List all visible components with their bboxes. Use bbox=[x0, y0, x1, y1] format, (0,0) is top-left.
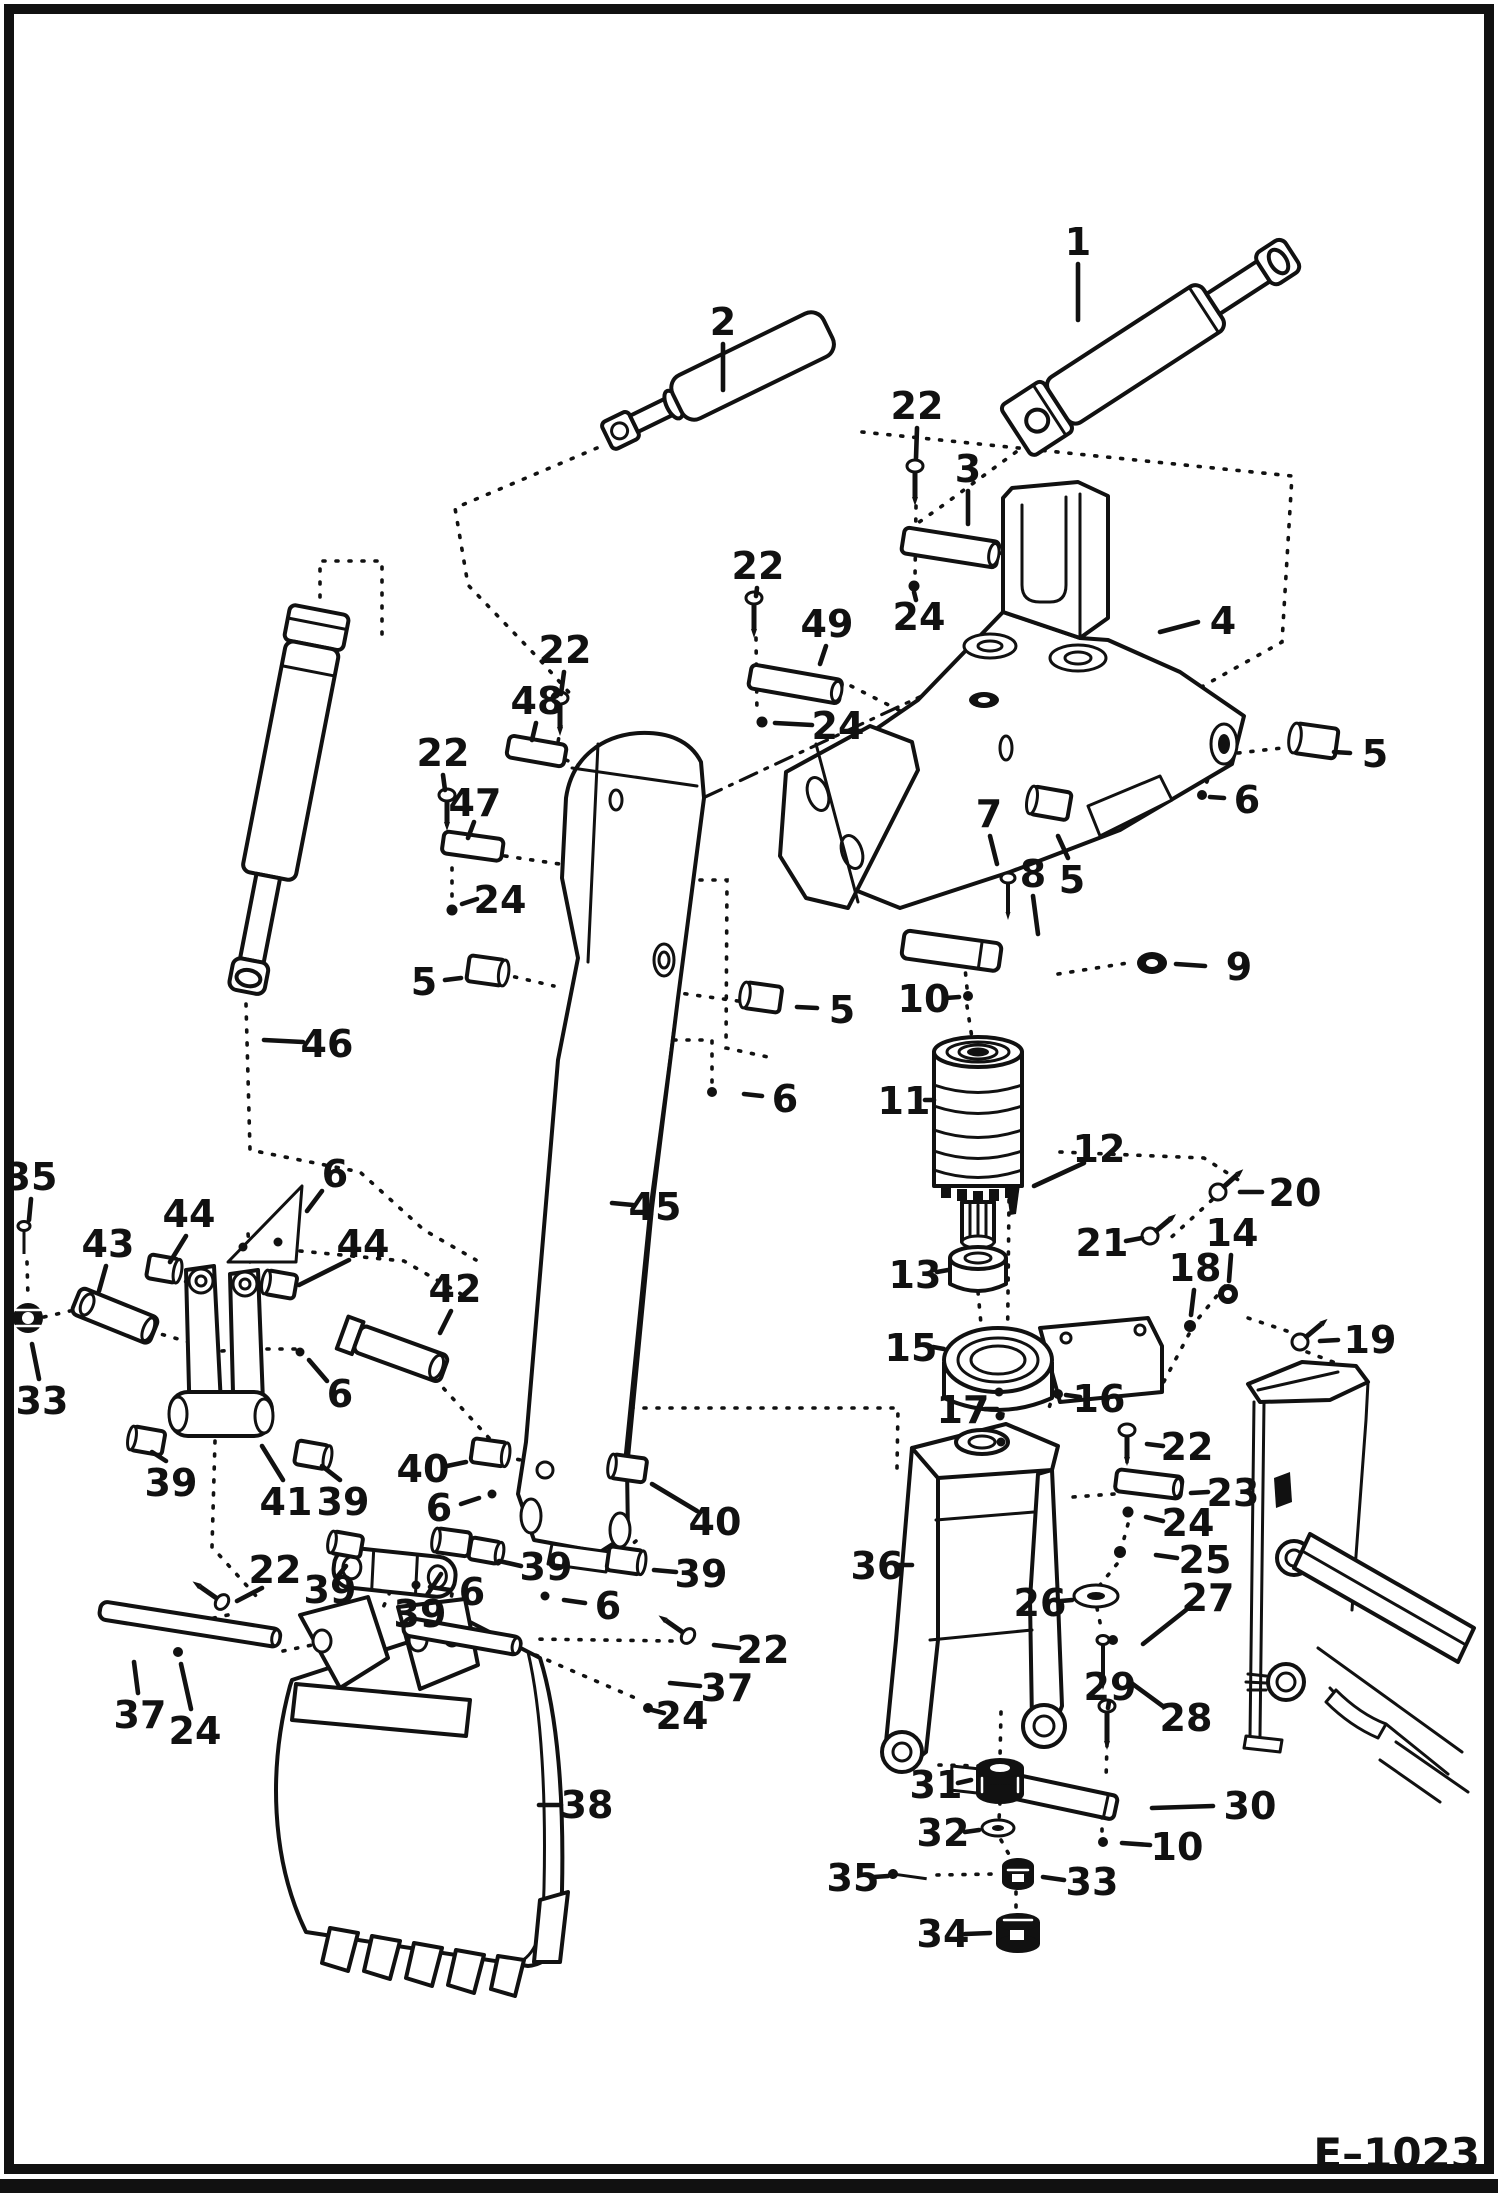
callout-leader-22-6 bbox=[756, 588, 757, 596]
callout-22-56: 22 bbox=[1160, 1425, 1214, 1469]
bolt-22-e bbox=[188, 1575, 232, 1612]
callout-leader-22-11 bbox=[443, 775, 445, 790]
callout-leader-5-14 bbox=[445, 978, 461, 980]
callout-37-74: 37 bbox=[113, 1693, 167, 1737]
callout-leader-33-69 bbox=[1043, 1877, 1064, 1880]
callout-5-15: 5 bbox=[828, 988, 856, 1032]
callout-leader-39-78 bbox=[499, 1561, 521, 1566]
bolt-22-b bbox=[746, 592, 762, 638]
callout-26-60: 26 bbox=[1013, 1581, 1067, 1625]
sheet-border bbox=[0, 9, 1498, 2186]
bushing-5-right bbox=[1287, 722, 1339, 758]
boom-cylinder bbox=[1000, 228, 1309, 458]
callout-6-49: 6 bbox=[425, 1486, 453, 1530]
callout-30-65: 30 bbox=[1223, 1784, 1277, 1828]
callout-22-2: 22 bbox=[890, 384, 944, 428]
bushing-5-boom-right bbox=[738, 981, 782, 1012]
bolt-20 bbox=[1207, 1163, 1249, 1203]
callout-22-54: 22 bbox=[248, 1548, 302, 1592]
washer-9 bbox=[1137, 952, 1167, 974]
nut-33-right bbox=[1002, 1858, 1034, 1890]
callout-22-9: 22 bbox=[538, 628, 592, 672]
callout-39-47: 39 bbox=[316, 1480, 370, 1524]
callout-5-23: 5 bbox=[1058, 858, 1086, 902]
callout-11-26: 11 bbox=[877, 1079, 931, 1123]
callout-leader-9-24 bbox=[1176, 964, 1205, 966]
callout-leader-5-19 bbox=[1334, 752, 1350, 753]
pin-49 bbox=[748, 664, 844, 704]
callout-leader-5-15 bbox=[797, 1007, 817, 1008]
callout-17-36: 17 bbox=[936, 1388, 990, 1432]
callout-5-19: 5 bbox=[1361, 732, 1389, 776]
callout-leader-6-49 bbox=[461, 1498, 479, 1504]
callout-leader-6-53 bbox=[564, 1600, 585, 1603]
callout-leader-46-17 bbox=[264, 1040, 303, 1042]
callout-21-29: 21 bbox=[1075, 1221, 1129, 1265]
callout-33-43: 33 bbox=[15, 1379, 69, 1423]
callout-14-30: 14 bbox=[1205, 1211, 1259, 1255]
callout-leader-27-61 bbox=[1143, 1610, 1186, 1644]
callout-35-37: 35 bbox=[4, 1155, 58, 1199]
callout-27-61: 27 bbox=[1181, 1576, 1235, 1620]
callout-4-5: 4 bbox=[1209, 599, 1237, 643]
callout-25-59: 25 bbox=[1178, 1538, 1232, 1582]
callout-leader-30-65 bbox=[1152, 1806, 1213, 1808]
callout-leader-22-71 bbox=[714, 1645, 739, 1648]
callout-29-62: 29 bbox=[1083, 1665, 1137, 1709]
callout-24-4: 24 bbox=[892, 595, 946, 639]
callout-23-57: 23 bbox=[1206, 1471, 1260, 1515]
bolt-22-f bbox=[1119, 1424, 1135, 1466]
callout-leader-39-47 bbox=[322, 1466, 340, 1480]
callout-leader-14-30 bbox=[1229, 1255, 1231, 1281]
callout-32-66: 32 bbox=[916, 1811, 970, 1855]
callout-22-6: 22 bbox=[731, 544, 785, 588]
callout-24-73: 24 bbox=[655, 1694, 709, 1738]
plug-12 bbox=[1006, 1184, 1020, 1215]
callout-44-41: 44 bbox=[336, 1222, 390, 1266]
pin-3 bbox=[901, 527, 1001, 568]
bushing-40-left bbox=[470, 1438, 511, 1467]
callout-38-76: 38 bbox=[560, 1783, 614, 1827]
bolt-7 bbox=[1001, 873, 1015, 920]
callout-46-17: 46 bbox=[300, 1022, 354, 1066]
callout-24-13: 24 bbox=[473, 878, 527, 922]
callout-49-7: 49 bbox=[800, 602, 854, 646]
callout-40-48: 40 bbox=[396, 1447, 450, 1491]
callout-leader-8-22 bbox=[1033, 896, 1038, 934]
callout-8-22: 8 bbox=[1019, 852, 1047, 896]
callout-9-24: 9 bbox=[1225, 945, 1253, 989]
callout-leader-25-59 bbox=[1156, 1555, 1177, 1558]
callout-leader-22-2 bbox=[916, 428, 917, 458]
callout-16-35: 16 bbox=[1072, 1377, 1126, 1421]
bushing-39-link-right bbox=[294, 1440, 334, 1470]
callout-19-33: 19 bbox=[1343, 1318, 1397, 1362]
washer-32 bbox=[982, 1820, 1014, 1836]
callout-leader-24-8 bbox=[775, 723, 812, 725]
callout-2-1: 2 bbox=[709, 300, 737, 344]
callout-28-63: 28 bbox=[1159, 1696, 1213, 1740]
callout-leader-10-67 bbox=[1122, 1843, 1150, 1845]
bushing-31 bbox=[976, 1758, 1024, 1804]
callout-34-70: 34 bbox=[916, 1912, 970, 1956]
callout-42-42: 42 bbox=[428, 1267, 482, 1311]
callout-7-21: 7 bbox=[975, 792, 1003, 836]
bucket bbox=[276, 1597, 568, 1996]
washer-26 bbox=[1074, 1585, 1118, 1607]
pin-23 bbox=[1115, 1469, 1183, 1499]
pin-8 bbox=[901, 930, 1002, 971]
drawing-code: E–1023 bbox=[1313, 2129, 1480, 2178]
main-frame bbox=[1244, 1362, 1474, 1802]
cotter-35-right bbox=[887, 1868, 927, 1883]
bushing-39-boomfoot-right bbox=[606, 1546, 647, 1575]
callout-10-25: 10 bbox=[897, 977, 951, 1021]
callout-6-39: 6 bbox=[321, 1152, 349, 1196]
callout-3-3: 3 bbox=[954, 447, 982, 491]
callout-leader-37-72 bbox=[670, 1683, 700, 1686]
bushing-5-lower bbox=[1025, 785, 1072, 820]
callout-39-52: 39 bbox=[393, 1592, 447, 1636]
callout-39-51: 39 bbox=[674, 1552, 728, 1596]
callout-40-50: 40 bbox=[688, 1500, 742, 1544]
callout-35-68: 35 bbox=[826, 1856, 880, 1900]
callout-41-46: 41 bbox=[259, 1480, 313, 1524]
callout-leader-33-43 bbox=[32, 1344, 39, 1379]
callout-leader-23-57 bbox=[1191, 1492, 1208, 1493]
bushing-39-boomfoot-left bbox=[430, 1528, 471, 1557]
callout-47-12: 47 bbox=[448, 781, 502, 825]
callout-12-27: 12 bbox=[1072, 1127, 1126, 1171]
callout-1-0: 1 bbox=[1064, 220, 1092, 264]
cotter-35-left bbox=[18, 1222, 30, 1255]
callout-33-69: 33 bbox=[1065, 1860, 1119, 1904]
pin-30 bbox=[1010, 1774, 1119, 1820]
bushing-39-bucketlink-left bbox=[326, 1530, 363, 1558]
spacer-ring bbox=[950, 1247, 1006, 1291]
bushing-39-link-left bbox=[126, 1425, 166, 1455]
bolt-22-a bbox=[907, 460, 923, 506]
callout-18-31: 18 bbox=[1168, 1246, 1222, 1290]
callout-39-77: 39 bbox=[303, 1568, 357, 1612]
callout-43-40: 43 bbox=[81, 1222, 135, 1266]
callout-24-58: 24 bbox=[1161, 1501, 1215, 1545]
callout-13-32: 13 bbox=[888, 1253, 942, 1297]
callout-5-14: 5 bbox=[410, 960, 438, 1004]
nut-34 bbox=[996, 1913, 1040, 1953]
callout-36-55: 36 bbox=[850, 1544, 904, 1588]
bushing-5-boom-left bbox=[466, 955, 510, 986]
callout-leader-24-75 bbox=[181, 1664, 191, 1709]
callout-leader-6-39 bbox=[307, 1191, 322, 1211]
callout-20-28: 20 bbox=[1268, 1171, 1322, 1215]
callout-6-20: 6 bbox=[1233, 778, 1261, 822]
bucket-pin-left bbox=[99, 1601, 282, 1647]
shim-wedge bbox=[228, 1186, 302, 1262]
boom bbox=[518, 733, 704, 1572]
bolt-19 bbox=[1289, 1313, 1333, 1354]
callout-leader-37-74 bbox=[134, 1662, 138, 1693]
callout-leader-48-10 bbox=[532, 723, 536, 740]
callout-39-78: 39 bbox=[519, 1545, 573, 1589]
callout-24-8: 24 bbox=[811, 704, 865, 748]
callout-22-11: 22 bbox=[416, 731, 470, 775]
callout-leader-43-40 bbox=[99, 1266, 106, 1291]
callout-31-64: 31 bbox=[909, 1763, 963, 1807]
callout-leader-49-7 bbox=[820, 646, 826, 664]
callout-leader-42-42 bbox=[440, 1311, 451, 1333]
callout-37-72: 37 bbox=[700, 1666, 754, 1710]
pin-47 bbox=[441, 831, 503, 861]
swing-bracket bbox=[780, 482, 1244, 908]
link-pin-42 bbox=[337, 1317, 450, 1386]
callout-leader-39-51 bbox=[654, 1570, 676, 1572]
callout-leader-6-20 bbox=[1210, 797, 1224, 798]
callout-leader-19-33 bbox=[1320, 1340, 1338, 1341]
callout-leader-24-58 bbox=[1146, 1517, 1163, 1521]
callout-leader-4-5 bbox=[1160, 622, 1198, 632]
bushing-40-right bbox=[606, 1454, 647, 1483]
callout-leader-35-37 bbox=[29, 1199, 31, 1220]
nut-33-left bbox=[13, 1303, 43, 1333]
callout-24-75: 24 bbox=[168, 1709, 222, 1753]
link-pin-43 bbox=[71, 1287, 159, 1344]
callout-6-16: 6 bbox=[771, 1077, 799, 1121]
bolt-21 bbox=[1139, 1208, 1181, 1247]
bushing-44-right bbox=[260, 1269, 298, 1299]
callout-6-79: 6 bbox=[458, 1570, 486, 1614]
callout-45-18: 45 bbox=[628, 1185, 682, 1229]
callout-15-34: 15 bbox=[884, 1326, 938, 1370]
callout-leader-41-46 bbox=[262, 1446, 283, 1480]
bucket-cylinder bbox=[216, 604, 349, 997]
callout-leader-6-79 bbox=[430, 1587, 450, 1590]
callout-labels bbox=[5, 220, 1397, 1956]
callout-44-38: 44 bbox=[162, 1192, 216, 1236]
callout-39-45: 39 bbox=[144, 1461, 198, 1505]
callout-leader-6-44 bbox=[309, 1360, 327, 1381]
callout-6-44: 6 bbox=[326, 1372, 354, 1416]
callout-48-10: 48 bbox=[510, 679, 564, 723]
bushing-44-left bbox=[146, 1254, 184, 1284]
callout-22-71: 22 bbox=[736, 1628, 790, 1672]
callout-leader-40-48 bbox=[447, 1462, 466, 1466]
callout-6-53: 6 bbox=[594, 1584, 622, 1628]
callout-leader-18-31 bbox=[1191, 1290, 1194, 1315]
callout-leader-6-16 bbox=[744, 1094, 762, 1096]
callout-10-67: 10 bbox=[1150, 1825, 1204, 1869]
